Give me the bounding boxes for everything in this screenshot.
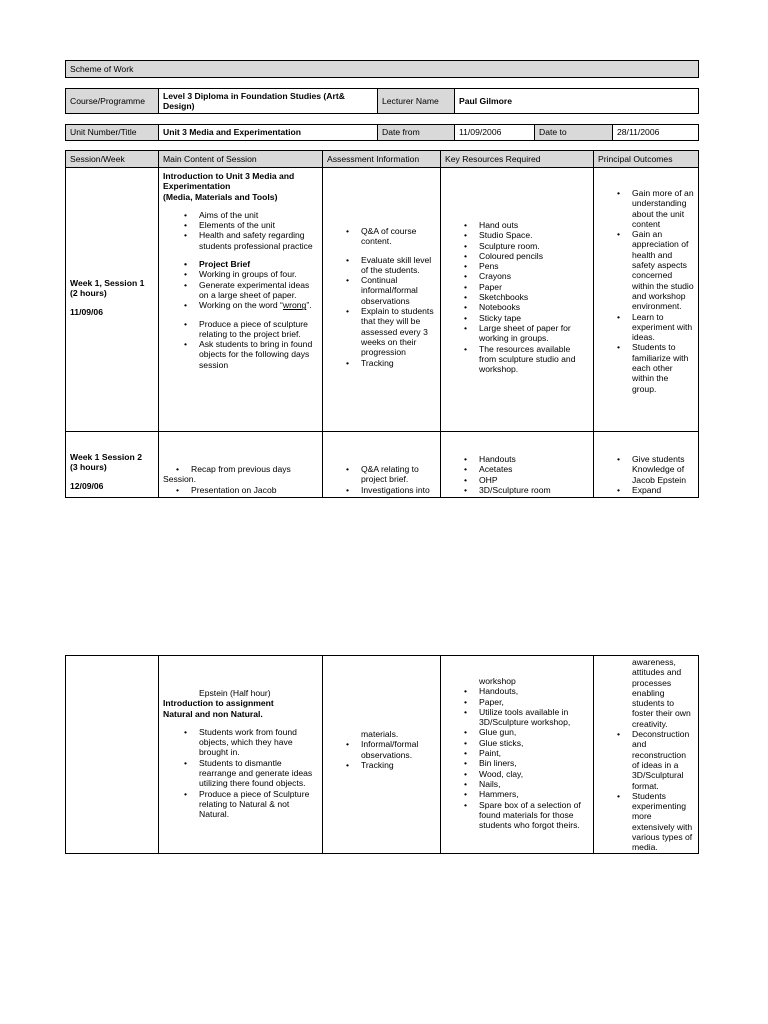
list-item: • Produce a piece of sculpture relating to the project brief. [199, 319, 318, 340]
outcomes-cell [593, 168, 698, 431]
list-item: • Utilize tools available in 3D/Sculpture workshop, [479, 707, 589, 728]
lecturer-value: Paul Gilmore [454, 89, 698, 113]
list-item: • Bin liners, [479, 758, 589, 768]
list-item: • Spare box of a selection of found materials for those students who forgot theirs. [479, 800, 589, 831]
session-hours: (3 hours) [70, 462, 107, 473]
scheme-title-bar [65, 60, 699, 78]
list-item-wrong [199, 300, 318, 310]
list-item: • Ask students to bring in found objects for the following days session [199, 339, 318, 370]
list-item: • Glue gun, [479, 727, 589, 737]
session-date: 11/09/06 [70, 306, 103, 317]
scheme-title: Scheme of Work [70, 63, 134, 74]
list-item: • Paint, [479, 748, 589, 758]
assignment-heading: Introduction to assignment [163, 698, 274, 709]
resources-cell [440, 656, 593, 853]
session-cell [66, 432, 158, 497]
list-item: • Studio Space. [479, 230, 589, 240]
course-value: Level 3 Diploma in Foundation Studies (Art& Design) [158, 89, 377, 113]
session-date: 12/09/06 [70, 480, 104, 491]
list-item: • Working in groups of four. [199, 269, 318, 279]
list-item: • Nails, [479, 779, 589, 789]
list-item: • Gain an appreciation of health and safety aspects concerned within the studio and workshop environment. [632, 229, 694, 311]
session-cell [66, 168, 158, 431]
outcomes-cell [593, 656, 698, 853]
list-item: • Crayons [479, 271, 589, 281]
wrong-suffix: ”. [306, 300, 312, 311]
list-item: • Students work from found objects, which they have brought in. [199, 727, 318, 758]
table-header-row [66, 151, 698, 168]
resources-continuation: workshop [479, 676, 516, 686]
list-item: • Tracking [361, 358, 436, 368]
resources-cell [440, 432, 593, 497]
table-row [66, 168, 698, 432]
session-title: Week 1, Session 1 [70, 278, 145, 288]
content-cell [158, 168, 322, 431]
list-item: • Q&A of course content. [361, 226, 436, 247]
session-hours: (2 hours) [70, 288, 107, 299]
list-item: • Coloured pencils [479, 251, 589, 261]
assessment-cell [322, 432, 440, 497]
list-item: • Acetates [479, 464, 589, 474]
list-item: • Students to familiarize with each other within the group. [632, 342, 694, 393]
list-item: • Notebooks [479, 302, 589, 312]
list-item: • Students to dismantle rearrange and generate ideas utilizing there found objects. [199, 758, 318, 789]
list-item: • Health and safety regarding students professional practice [199, 230, 318, 251]
content-cell [158, 432, 322, 497]
lecturer-label: Lecturer Name [377, 89, 454, 113]
list-item: • Students experimenting more extensively with various types of media. [632, 791, 694, 853]
table-row [66, 432, 698, 497]
date-from-value: 11/09/2006 [454, 125, 534, 140]
content-continuation: Epstein (Half hour) [199, 688, 271, 698]
list-item: • Glue sticks, [479, 738, 589, 748]
header-session: Session/Week [66, 151, 158, 167]
list-item: • Q&A relating to project brief. [361, 464, 436, 485]
session-cell [66, 656, 158, 853]
date-to-label: Date to [534, 125, 612, 140]
list-item: • Gain more of an understanding about the unit content [632, 188, 694, 229]
assessment-continuation: materials. [361, 729, 399, 739]
list-item: • Tracking [361, 760, 436, 770]
list-item: • Sketchbooks [479, 292, 589, 302]
list-item: • The resources available from sculpture studio and workshop. [479, 344, 589, 375]
list-item: • 3D/Sculpture room [479, 485, 589, 495]
project-brief-heading: • Project Brief [199, 259, 318, 269]
outcomes-continuation: awareness, attitudes and processes enabling students to foster their own creativity. [632, 657, 691, 729]
list-item: • Large sheet of paper for working in groups. [479, 323, 589, 344]
unit-value: Unit 3 Media and Experimentation [158, 125, 377, 140]
list-item: • Give students Knowledge of Jacob Epstein [632, 454, 694, 485]
table-row [66, 656, 698, 853]
wrong-word: wrong [282, 300, 307, 311]
unit-bar [65, 124, 699, 141]
list-item: • Hand outs [479, 220, 589, 230]
list-item: • Evaluate skill level of the students. [361, 255, 436, 276]
list-item: • Paper, [479, 697, 589, 707]
assessment-cell [322, 168, 440, 431]
list-item: • Explain to students that they will be assessed every 3 weeks on their progression [361, 306, 436, 357]
wrong-prefix: Working on the word “ [199, 300, 283, 311]
list-item: • Continual informal/formal observations [361, 275, 436, 306]
header-assessment: Assessment Information [322, 151, 440, 167]
list-item: • Sticky tape [479, 313, 589, 323]
session-table [65, 150, 699, 498]
course-bar [65, 88, 699, 114]
assessment-cell [322, 656, 440, 853]
session-table-continued [65, 655, 699, 854]
list-item: • Sculpture room. [479, 241, 589, 251]
content-cell [158, 656, 322, 853]
list-item: • Elements of the unit [199, 220, 318, 230]
assignment-subheading: Natural and non Natural. [163, 708, 263, 719]
list-item: • Investigations into [361, 485, 436, 495]
unit-label: Unit Number/Title [70, 127, 137, 138]
list-item: • Informal/formal observations. [361, 739, 436, 760]
list-item: • Hammers, [479, 789, 589, 799]
outcomes-cell [593, 432, 698, 497]
list-item: • Pens [479, 261, 589, 271]
intro-heading: Introduction to Unit 3 Media and Experimentation [163, 171, 295, 192]
header-content: Main Content of Session [158, 151, 322, 167]
list-item: • Presentation on Jacob [191, 485, 318, 495]
list-item: • Expand [632, 485, 694, 495]
course-label: Course/Programme [70, 95, 145, 106]
date-from-label: Date from [377, 125, 454, 140]
list-item: • Recap from previous days [191, 464, 318, 474]
list-item: • Generate experimental ideas on a large sheet of paper. [199, 280, 318, 301]
header-resources: Key Resources Required [440, 151, 593, 167]
date-to-value: 28/11/2006 [612, 125, 698, 140]
header-outcomes: Principal Outcomes [593, 151, 698, 167]
resources-cell [440, 168, 593, 431]
list-item: • Produce a piece of Sculpture relating to Natural & not Natural. [199, 789, 318, 820]
list-item: • Handouts, [479, 686, 589, 696]
list-item: • Paper [479, 282, 589, 292]
list-item: • Handouts [479, 454, 589, 464]
list-item: • Deconstruction and reconstruction of ideas in a 3D/Sculptural format. [632, 729, 694, 791]
intro-subheading: (Media, Materials and Tools) [163, 191, 278, 202]
list-item: • Learn to experiment with ideas. [632, 312, 694, 343]
list-item: • OHP [479, 475, 589, 485]
session-title: Week 1 Session 2 [70, 452, 142, 462]
list-item: • Aims of the unit [199, 210, 318, 220]
list-item: • Wood, clay, [479, 769, 589, 779]
content-continuation: Session. [163, 474, 196, 485]
